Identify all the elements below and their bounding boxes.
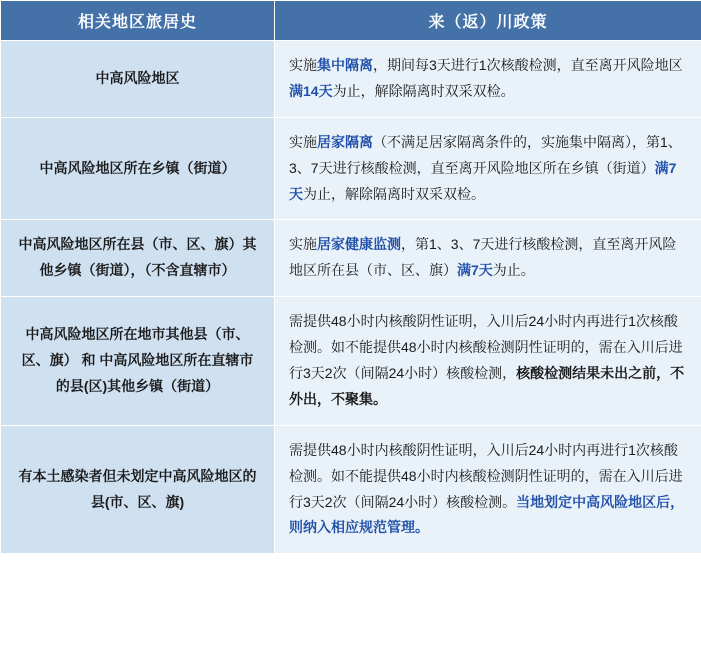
policy-text-segment: 满7天 (289, 159, 677, 202)
policy-text-segment: 核酸检测结果未出之前，不外出，不聚集。 (289, 365, 685, 407)
table-row (1, 41, 701, 118)
policy-text-segment: 实施 (289, 133, 317, 150)
policy-text-segment: 实施 (289, 57, 317, 73)
header-cell-policy: 来（返）川政策 (275, 1, 701, 41)
policy-cell (275, 297, 701, 426)
policy-text-segment: 需提供48小时内核酸阴性证明，入川后24小时内再进行1次核酸检测。如不能提供48小时内核酸检测阴性证明的，需在入川后进行3天2次（间隔24小时）核酸检测， (289, 313, 683, 382)
policy-text-segment: 满14天 (289, 82, 333, 99)
travel-history-cell: 中高风险地区所在县（市、区、旗）其他乡镇（街道），（不含直辖市） (1, 220, 275, 297)
travel-history-cell: 有本土感染者但未划定中高风险地区的县(市、区、旗) (1, 425, 275, 554)
header-row (1, 1, 701, 41)
policy-text-segment: 为止，解除隔离时双采双检。 (303, 185, 485, 202)
table-body (1, 41, 701, 554)
policy-text-segment: ，期间每3天进行1次核酸检测，直至离开风险地区 (373, 57, 683, 73)
policy-text-segment: 需提供48小时内核酸阴性证明，入川后24小时内再进行1次核酸检测。如不能提供48小时内核酸检测阴性证明的，需在入川后进行3天2次（间隔24小时）核酸检测。 (289, 441, 683, 510)
policy-text-segment: 为止，解除隔离时双采双检。 (332, 82, 515, 99)
policy-cell (275, 41, 701, 118)
policy-cell (275, 425, 701, 554)
policy-text-segment: 为止。 (492, 262, 535, 279)
header-cell-travel-history: 相关地区旅居史 (1, 1, 275, 41)
policy-text-segment: 居家隔离 (317, 133, 373, 150)
policy-text-segment: 当地划定中高风险地区后，则纳入相应规范管理。 (289, 493, 685, 536)
travel-history-cell: 中高风险地区 (1, 41, 275, 118)
policy-cell (275, 220, 701, 297)
policy-text-segment: 实施 (289, 236, 317, 253)
travel-history-cell: 中高风险地区所在地市其他县（市、区、旗） 和 中高风险地区所在直辖市的县(区)其他乡镇（街道） (1, 297, 275, 426)
table-row (1, 117, 701, 220)
table-header (1, 1, 701, 41)
table-row (1, 220, 701, 297)
policy-text-segment: 满7天 (457, 262, 493, 279)
policy-text-segment: ，第1、3、7天进行核酸检测，直至离开风险地区所在县（市、区、旗） (289, 236, 677, 279)
table-row (1, 425, 701, 554)
policy-text-segment: （不满足居家隔离条件的，实施集中隔离），第1、3、7天进行核酸检测，直至离开风险地区所在乡镇（街道） (289, 133, 682, 176)
policy-text-segment: 集中隔离 (317, 57, 373, 73)
policy-text-segment: 居家健康监测 (317, 236, 401, 253)
table-row (1, 297, 701, 426)
travel-history-cell: 中高风险地区所在乡镇（街道） (1, 117, 275, 220)
policy-cell (275, 117, 701, 220)
